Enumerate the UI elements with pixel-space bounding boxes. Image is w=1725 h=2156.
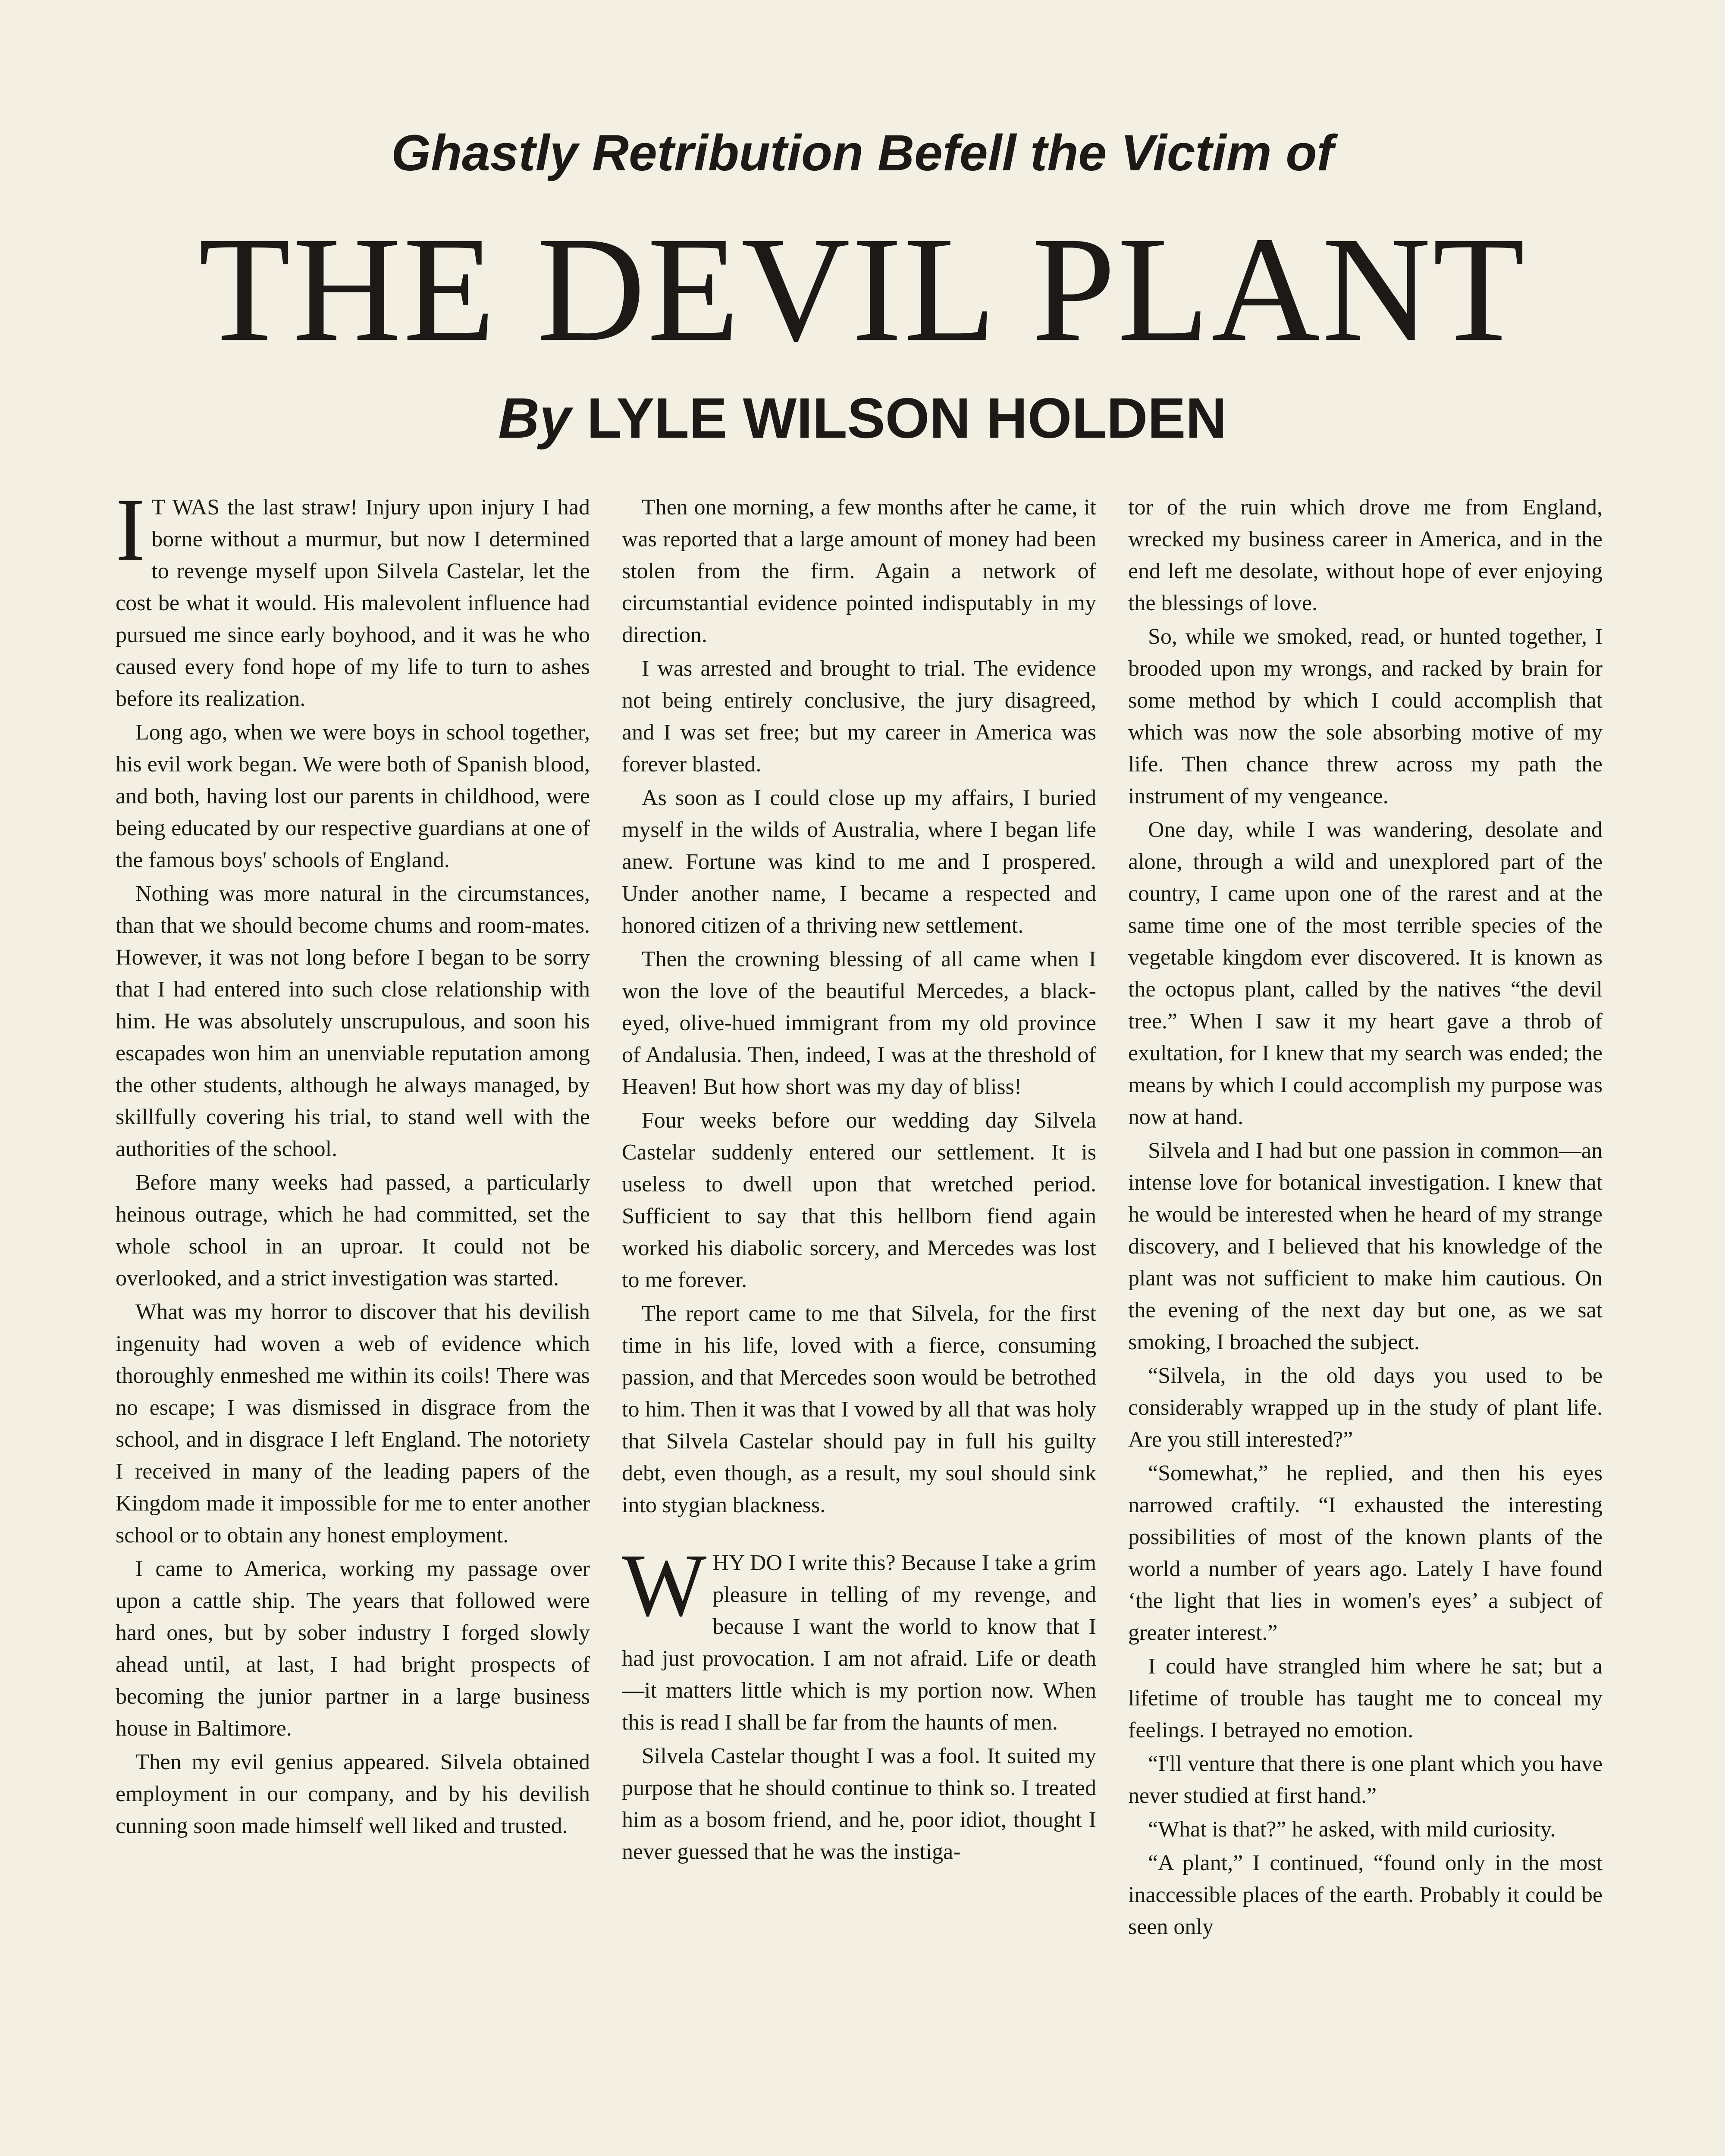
paragraph: “A plant,” I continued, “found only in the most inaccessible places of the earth. Probably it could be seen only — [1128, 1851, 1603, 1939]
drop-cap: W — [622, 1536, 707, 1635]
paragraph: “Silvela, in the old days you used to be considerably wrapped up in the study of plant life. Are you still interested?” — [1128, 1363, 1603, 1452]
paragraph: So, while we smoked, read, or hunted together, I brooded upon my wrongs, and racked by brain for some method by which I could accomplish that which was now the sole absorbing motive of my life. Then chance threw across my path the instrument of my vengeance. — [1128, 624, 1603, 808]
paragraph: Then one morning, a few months after he came, it was reported that a large amount of money had been stolen from the firm. Again a network of circumstantial evidence pointed indisputably in my direction. — [622, 495, 1096, 647]
story-title: THE DEVIL PLANT — [198, 205, 1527, 373]
column-2 — [622, 492, 1096, 2156]
paragraph: Long ago, when we were boys in school together, his evil work began. We were both of Spanish blood, and both, having lost our parents in childhood, were being educated by our respective guardians at one of the famous boys' schools of England. — [116, 720, 590, 872]
drop-cap: I — [116, 492, 146, 579]
paragraph-text: T WAS the last straw! Injury upon injury I had borne without a murmur, but now I determined to revenge myself upon Silvela Castelar, let the cost be what it would. His malevolent influence had pursued me since early boyhood, and it was he who caused every fond hope of my life to turn to ashes before its realization. — [116, 495, 590, 711]
paragraph — [116, 492, 590, 715]
column-1 — [116, 492, 590, 2156]
kicker-headline: Ghastly Retribution Befell the Victim of — [391, 125, 1334, 182]
paragraph: As soon as I could close up my affairs, I buried myself in the wilds of Australia, where I began life anew. Fortune was kind to me and I prospered. Under another name, I became a respected and honored citizen of a thriving new settlement. — [622, 786, 1096, 938]
paragraph: One day, while I was wandering, desolate and alone, through a wild and unexplored part of the country, I came upon one of the rarest and at the same time one of the most terrible species of the vegetable kingdom ever discovered. It is known as the octopus plant, called by the natives “the devil tree.” When I saw it my heart gave a throb of exultation, for I knew that my search was ended; the means by which I could accomplish my purpose was now at hand. — [1128, 818, 1603, 1129]
paragraph: I came to America, working my passage over upon a cattle ship. The years that followed were hard ones, but by sober industry I forged slowly ahead until, at last, I had bright prospects of becoming the junior partner in a large business house in Baltimore. — [116, 1557, 590, 1741]
paragraph: tor of the ruin which drove me from England, wrecked my business career in America, and in the end left me desolate, without hope of ever enjoying the blessings of love. — [1128, 495, 1603, 615]
paragraph: I could have strangled him where he sat; but a lifetime of trouble has taught me to conceal my feelings. I betrayed no emotion. — [1128, 1654, 1603, 1742]
paragraph: Four weeks before our wedding day Silvela Castelar suddenly entered our settlement. It is useless to dwell upon that wretched period. Sufficient to say that this hellborn fiend again worked his diabolic sorcery, and Mercedes was lost to me forever. — [622, 1108, 1096, 1292]
byline — [0, 384, 1725, 453]
paragraph: I was arrested and brought to trial. The evidence not being entirely conclusive, the jury disagreed, and I was set free; but my career in America was forever blasted. — [622, 656, 1096, 777]
paragraph: The report came to me that Silvela, for the first time in his life, loved with a fierce, consuming passion, and that Mercedes soon would be betrothed to him. Then it was that I vowed by all that was holy that Silvela Castelar should pay in full his guilty debt, even though, as a result, my soul should sink into stygian blackness. — [622, 1301, 1096, 1517]
paragraph: Before many weeks had passed, a particularly heinous outrage, which he had committed, set the whole school in an uproar. It could not be overlooked, and a strict investigation was started. — [116, 1170, 590, 1291]
byline-author: LYLE WILSON HOLDEN — [586, 386, 1227, 450]
paragraph: Then the crowning blessing of all came when I won the love of the beautiful Mercedes, a black-eyed, olive-hued immigrant from my old province of Andalusia. Then, indeed, I was at the threshold of Heaven! But how short was my day of bliss! — [622, 947, 1096, 1099]
paragraph — [622, 1536, 1096, 1739]
paragraph: “I'll venture that there is one plant which you have never studied at first hand.” — [1128, 1752, 1603, 1808]
byline-by: By — [498, 386, 571, 450]
paragraph: Then my evil genius appeared. Silvela obtained employment in our company, and by his devilish cunning soon made himself well liked and trusted. — [116, 1750, 590, 1838]
text-columns — [116, 492, 1603, 2156]
paragraph: What was my horror to discover that his devilish ingenuity had woven a web of evidence which thoroughly enmeshed me within its coils! There was no escape; I was dismissed in disgrace from the school, and in disgrace I left England. The notoriety I received in many of the leading papers of the Kingdom made it impossible for me to enter another school or to obtain any honest employment. — [116, 1300, 590, 1548]
paragraph: “Somewhat,” he replied, and then his eyes narrowed craftily. “I exhausted the interesting possibilities of most of the known plants of the world a number of years ago. Lately I have found ‘the light that lies in women's eyes’ a subject of greater interest.” — [1128, 1461, 1603, 1645]
paragraph: Nothing was more natural in the circumstances, than that we should become chums and room-mates. However, it was not long before I began to be sorry that I had entered into such close relationship with him. He was absolutely unscrupulous, and soon his escapades won him an unenviable reputation among the other students, although he always managed, by skillfully covering his trial, to stand well with the authorities of the school. — [116, 881, 590, 1161]
column-3 — [1128, 492, 1603, 2156]
paragraph: Silvela Castelar thought I was a fool. It suited my purpose that he should continue to think so. I treated him as a bosom friend, and he, poor idiot, thought I never guessed that he was the instiga- — [622, 1744, 1096, 1864]
paragraph-text: HY DO I write this? Because I take a grim pleasure in telling of my revenge, and because I want the world to know that I had just provocation. I am not afraid. Life or death —it matters little which is my portion now. When this is read I shall be far from the haunts of men. — [622, 1551, 1096, 1735]
paragraph: Silvela and I had but one passion in common—an intense love for botanical investigation. I knew that he would be interested when he heard of my strange discovery, and I believed that his knowledge of the plant was not sufficient to make him cautious. On the evening of the next day but one, as we sat smoking, I broached the subject. — [1128, 1138, 1603, 1354]
paragraph: “What is that?” he asked, with mild curiosity. — [1148, 1817, 1556, 1842]
